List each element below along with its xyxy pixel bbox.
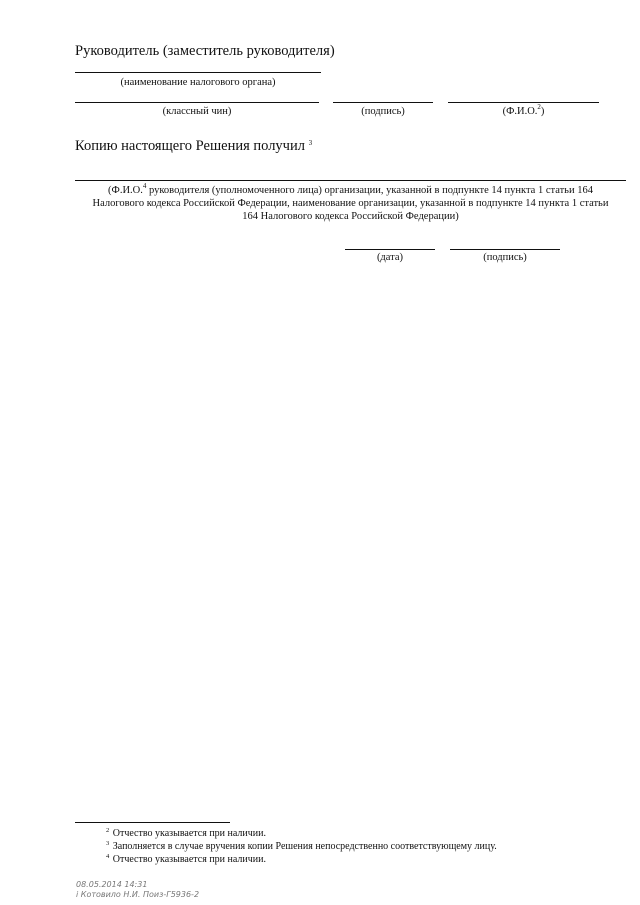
footnote-ref-3: 3 xyxy=(308,139,313,147)
footnote-2: $^2$ Отчество указывается при наличии. xyxy=(106,827,266,839)
rank-caption: (классный чин) xyxy=(162,106,232,117)
tax-org-caption: (наименование налогового органа) xyxy=(120,77,276,88)
footnote-4: $^4$ Отчество указывается при наличии. xyxy=(106,853,266,865)
date-line xyxy=(345,249,435,250)
footnote-ref-4: 4 xyxy=(142,182,147,190)
footnote-3: $^3$ Заполняется в случае вручения копии Решения непосредственно соответствующему лицу. xyxy=(106,840,497,852)
receipt-description: (Ф.И.О.$^4$ руководителя (уполномоченного лица) организации, указанной в подпункте 14 пункта 1 статьи 164 Налогового кодекса Российской Федерации, наименование организации, указанной в подпункте 14 пункта 1 статьи 164 Налогового кодекса Российской Федерации) xyxy=(92,182,609,222)
tax-org-line xyxy=(75,72,321,73)
print-stamp-date: 08.05.2014 14:31 xyxy=(76,880,148,889)
date-caption: (дата) xyxy=(376,252,404,263)
head-title: Руководитель (заместитель руководителя) xyxy=(75,43,335,59)
receipt-name-line xyxy=(75,180,626,181)
head-fio-caption: (Ф.И.О.$^2$) xyxy=(502,103,545,117)
head-signature-line xyxy=(333,102,433,103)
print-stamp-author: і Котовило Н.И. Поиз-Г5936-2 xyxy=(76,890,200,899)
receipt-signature-caption: (подпись) xyxy=(483,252,527,263)
receipt-title: Копию настоящего Решения получил $^3$ xyxy=(75,138,313,154)
footnote-ref-2: 2 xyxy=(537,103,541,111)
head-signature-caption: (подпись) xyxy=(361,106,405,117)
head-fio-line xyxy=(448,102,599,103)
receipt-signature-line xyxy=(450,249,560,250)
footnote-separator xyxy=(75,822,230,823)
rank-line xyxy=(75,102,319,103)
